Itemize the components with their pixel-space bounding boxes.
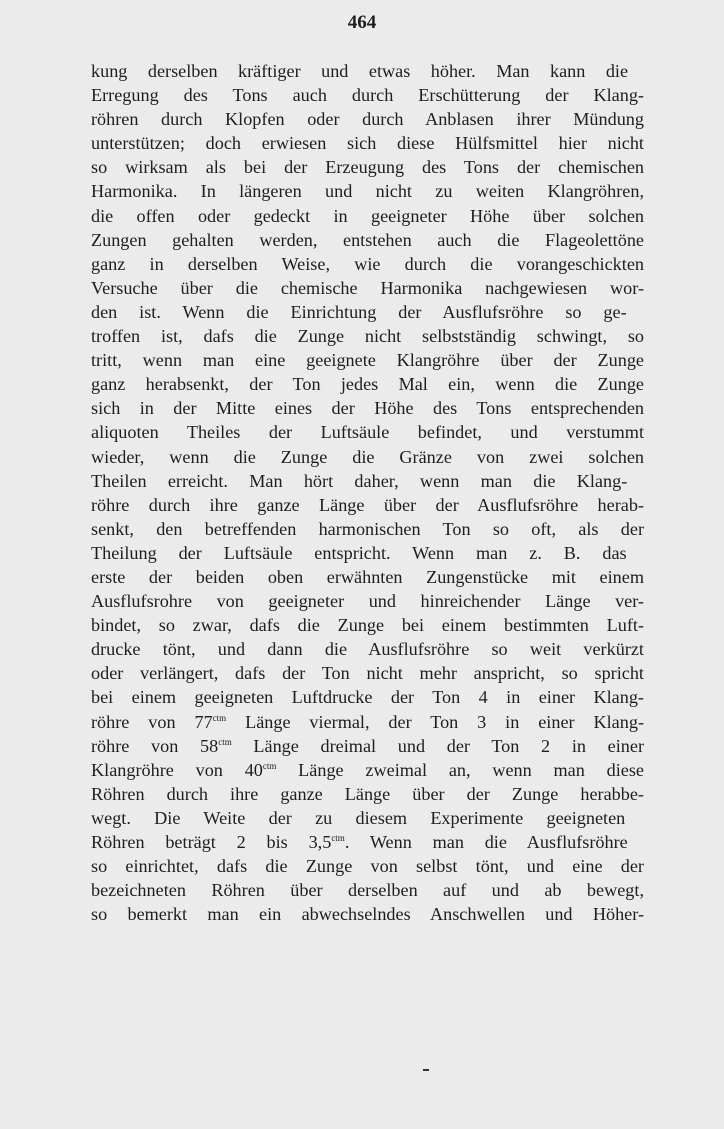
text-line: senkt, den betreffenden harmonischen Ton so oft, als der [91, 518, 644, 539]
text-line: kung derselben kräftiger und etwas höher. Man kann die [91, 61, 629, 81]
text-segment: Länge zweimal an, wenn man diese [276, 759, 644, 780]
text-segment: Länge dreimal und der Ton 2 in einer [231, 735, 644, 756]
text-segment: Röhren beträgt 2 bis 3,5 [91, 832, 332, 852]
text-line: erste der beiden oben erwähnten Zungenstücke mit einem [91, 566, 644, 587]
text-segment: röhre von 58 [91, 735, 219, 756]
text-line: so wirksam als bei der Erzeugung des Tons der chemischen [91, 157, 644, 178]
text-line: Zungen gehalten werden, entstehen auch die Flageolettöne [91, 229, 644, 250]
body-text [91, 59, 644, 926]
text-line: Ausflufsrohre von geeigneter und hinreichender Länge ver- [91, 591, 644, 612]
text-line: tritt, wenn man eine geeignete Klangröhre über der Zunge [91, 350, 644, 371]
printer-mark [423, 1069, 429, 1071]
text-segment: Klangröhre von 40 [91, 759, 263, 780]
unit-superscript: ctm [212, 712, 227, 723]
text-line: unterstützen; doch erwiesen sich diese Hülfsmittel hier nicht [91, 133, 644, 154]
text-line [91, 758, 644, 782]
text-line: bindet, so zwar, dafs die Zunge bei einem bestimmten Luft- [91, 615, 644, 636]
text-line [91, 734, 644, 758]
text-line: ganz in derselben Weise, wie durch die vorangeschickten [91, 253, 644, 274]
text-segment: . Wenn man die Ausflufsröhre [344, 832, 628, 852]
text-line: Röhren durch ihre ganze Länge über der Zunge herabbe- [91, 783, 644, 804]
text-line [91, 710, 644, 734]
text-line: oder verlängert, dafs der Ton nicht mehr anspricht, so spricht [91, 663, 644, 684]
text-line: ganz herabsenkt, der Ton jedes Mal ein, wenn die Zunge [91, 374, 644, 395]
text-line: die offen oder gedeckt in geeigneter Höhe über solchen [91, 205, 644, 226]
text-line: Theilung der Luftsäule entspricht. Wenn man z. B. das [91, 542, 627, 563]
text-line: Versuche über die chemische Harmonika nachgewiesen wor- [91, 277, 644, 298]
text-line: Erregung des Tons auch durch Erschütterung der Klang- [91, 85, 644, 106]
text-line: bezeichneten Röhren über derselben auf und ab bewegt, [91, 880, 644, 901]
text-line: den ist. Wenn die Einrichtung der Ausflufsröhre so ge- [91, 301, 627, 322]
text-segment: Länge viermal, der Ton 3 in einer Klang- [226, 711, 644, 732]
text-line: sich in der Mitte eines der Höhe des Tons entsprechenden [91, 398, 644, 419]
text-line: bei einem geeigneten Luftdrucke der Ton 4 in einer Klang- [91, 687, 644, 708]
unit-superscript: ctm [262, 760, 277, 771]
text-line: so einrichtet, dafs die Zunge von selbst tönt, und eine der [91, 856, 644, 877]
page-number: 464 [347, 12, 377, 33]
text-line: röhren durch Klopfen oder durch Anblasen ihrer Mündung [91, 109, 644, 130]
text-line: drucke tönt, und dann die Ausflufsröhre so weit verkürzt [91, 639, 644, 660]
text-line [91, 830, 644, 854]
text-line: wegt. Die Weite der zu diesem Experimente geeigneten [91, 807, 626, 828]
text-line: wieder, wenn die Zunge die Gränze von zwei solchen [91, 446, 644, 467]
text-line: troffen ist, dafs die Zunge nicht selbstständig schwingt, so [91, 326, 644, 347]
unit-superscript: ctm [218, 736, 232, 747]
text-line: Theilen erreicht. Man hört daher, wenn man die Klang- [91, 470, 628, 491]
text-line: röhre durch ihre ganze Länge über der Ausflufsröhre herab- [91, 494, 644, 515]
text-line: so bemerkt man ein abwechselndes Anschwellen und Höher- [91, 904, 644, 925]
text-line: Harmonika. In längeren und nicht zu weiten Klangröhren, [91, 181, 644, 202]
text-line: aliquoten Theiles der Luftsäule befindet, und verstummt [91, 422, 644, 443]
text-segment: röhre von 77 [91, 711, 213, 732]
unit-superscript: ctm [331, 833, 345, 843]
